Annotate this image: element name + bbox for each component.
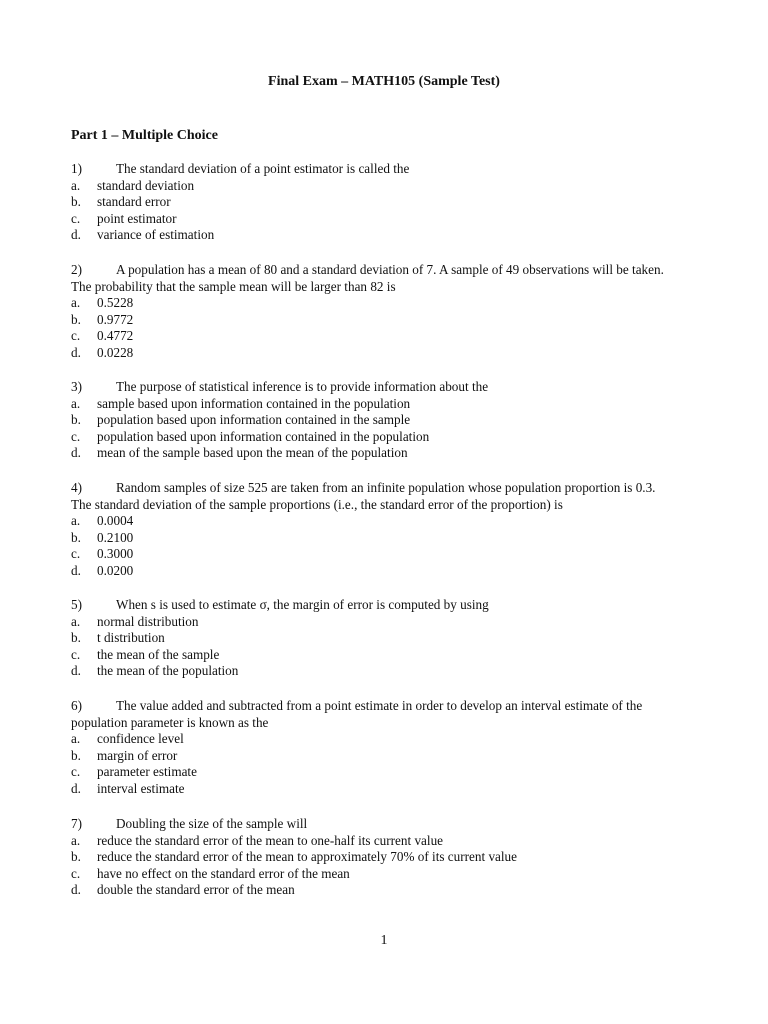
page-title: Final Exam – MATH105 (Sample Test): [268, 74, 500, 89]
question-text: The purpose of statistical inference is to provide information about the: [116, 379, 489, 394]
option-letter: d.: [71, 562, 81, 578]
option-letter: c.: [71, 328, 81, 344]
question-number: 2): [71, 262, 82, 277]
option-letter: b.: [71, 849, 81, 865]
option-d: [71, 345, 701, 362]
option-letter: b.: [71, 412, 81, 428]
option-letter: a.: [71, 395, 81, 411]
option-d: [71, 882, 701, 899]
option-letter: d.: [71, 445, 81, 461]
option-a: [71, 731, 701, 748]
option-b: [71, 630, 701, 647]
option-letter: d.: [71, 227, 81, 243]
option-text: normal distribution: [97, 613, 199, 629]
option-letter: a.: [71, 295, 81, 311]
option-text: population based upon information contained in the population: [97, 428, 430, 444]
option-text: standard error: [97, 194, 171, 210]
option-text: 0.0004: [97, 513, 134, 529]
option-letter: b.: [71, 747, 81, 763]
question-stem: [71, 262, 701, 279]
option-text: sample based upon information contained in the population: [97, 395, 411, 411]
option-text: interval estimate: [97, 780, 185, 796]
question-text-continued: population parameter is known as the: [71, 714, 269, 730]
option-d: [71, 445, 701, 462]
option-text: parameter estimate: [97, 764, 197, 780]
question-number: 7): [71, 816, 82, 831]
option-text: reduce the standard error of the mean to approximately 70% of its current value: [97, 849, 518, 865]
question-5: [71, 597, 701, 680]
question-stem: [71, 597, 701, 614]
option-text: have no effect on the standard error of the mean: [97, 865, 350, 881]
option-a: [71, 513, 701, 530]
option-text: t distribution: [97, 630, 165, 646]
option-text: standard deviation: [97, 177, 195, 193]
option-c: [71, 866, 701, 883]
option-letter: d.: [71, 882, 81, 898]
question-text-continued: The standard deviation of the sample proportions (i.e., the standard error of the proportion) is: [71, 496, 563, 512]
question-text: Random samples of size 525 are taken from an infinite population whose population proportion is 0.3.: [116, 480, 656, 495]
option-text: variance of estimation: [97, 227, 215, 243]
question-text: Doubling the size of the sample will: [116, 816, 308, 831]
option-letter: a.: [71, 613, 81, 629]
option-text: margin of error: [97, 747, 178, 763]
option-a: [71, 833, 701, 850]
option-a: [71, 295, 701, 312]
option-a: [71, 614, 701, 631]
option-text: population based upon information contained in the sample: [97, 412, 411, 428]
option-text: the mean of the population: [97, 663, 239, 679]
option-b: [71, 849, 701, 866]
option-c: [71, 546, 701, 563]
option-text: confidence level: [97, 731, 184, 747]
question-stem: [71, 480, 701, 497]
option-b: [71, 412, 701, 429]
question-text: The standard deviation of a point estimator is called the: [116, 161, 410, 176]
option-letter: a.: [71, 731, 81, 747]
option-d: [71, 663, 701, 680]
option-letter: b.: [71, 311, 81, 327]
option-c: [71, 211, 701, 228]
option-letter: d.: [71, 344, 81, 360]
question-stem: [71, 161, 701, 178]
option-letter: b.: [71, 630, 81, 646]
page-number: 1: [380, 933, 388, 948]
option-text: the mean of the sample: [97, 646, 220, 662]
question-text: A population has a mean of 80 and a standard deviation of 7. A sample of 49 observations will be taken.: [116, 262, 664, 277]
question-2: [71, 262, 701, 362]
option-text: point estimator: [97, 210, 177, 226]
option-b: [71, 312, 701, 329]
option-letter: b.: [71, 194, 81, 210]
option-b: [71, 194, 701, 211]
option-letter: a.: [71, 513, 81, 529]
option-letter: c.: [71, 764, 81, 780]
option-letter: c.: [71, 210, 81, 226]
option-letter: c.: [71, 865, 81, 881]
question-1: [71, 161, 701, 244]
option-d: [71, 563, 701, 580]
section-heading: Part 1 – Multiple Choice: [71, 128, 218, 143]
option-letter: d.: [71, 663, 81, 679]
question-text: The value added and subtracted from a point estimate in order to develop an interval estimate of the: [116, 698, 643, 713]
question-number: 5): [71, 597, 82, 612]
question-6: [71, 698, 701, 798]
question-stem: [71, 698, 701, 715]
question-stem: [71, 816, 701, 833]
option-text: 0.9772: [97, 311, 134, 327]
option-b: [71, 530, 701, 547]
option-letter: c.: [71, 428, 81, 444]
option-text: reduce the standard error of the mean to one-half its current value: [97, 832, 444, 848]
option-text: mean of the sample based upon the mean of the population: [97, 445, 408, 461]
option-a: [71, 178, 701, 195]
option-text: 0.2100: [97, 529, 134, 545]
option-letter: a.: [71, 832, 81, 848]
question-7: [71, 816, 701, 899]
question-number: 4): [71, 480, 82, 495]
question-text-continued: The probability that the sample mean will be larger than 82 is: [71, 278, 396, 294]
question-text: When s is used to estimate σ, the margin of error is computed by using: [116, 597, 489, 612]
option-letter: a.: [71, 177, 81, 193]
question-number: 6): [71, 698, 82, 713]
question-4: [71, 480, 701, 580]
question-stem: [71, 379, 701, 396]
option-text: 0.5228: [97, 295, 134, 311]
question-3: [71, 379, 701, 462]
option-text: 0.0200: [97, 562, 134, 578]
option-text: 0.3000: [97, 546, 134, 562]
option-letter: b.: [71, 529, 81, 545]
option-text: double the standard error of the mean: [97, 882, 295, 898]
option-text: 0.4772: [97, 328, 134, 344]
question-number: 1): [71, 161, 82, 176]
option-c: [71, 429, 701, 446]
option-text: 0.0228: [97, 344, 134, 360]
option-letter: c.: [71, 646, 81, 662]
question-number: 3): [71, 379, 82, 394]
option-a: [71, 396, 701, 413]
option-d: [71, 781, 701, 798]
option-d: [71, 227, 701, 244]
option-c: [71, 328, 701, 345]
option-letter: c.: [71, 546, 81, 562]
option-c: [71, 647, 701, 664]
option-letter: d.: [71, 780, 81, 796]
option-b: [71, 748, 701, 765]
option-c: [71, 764, 701, 781]
